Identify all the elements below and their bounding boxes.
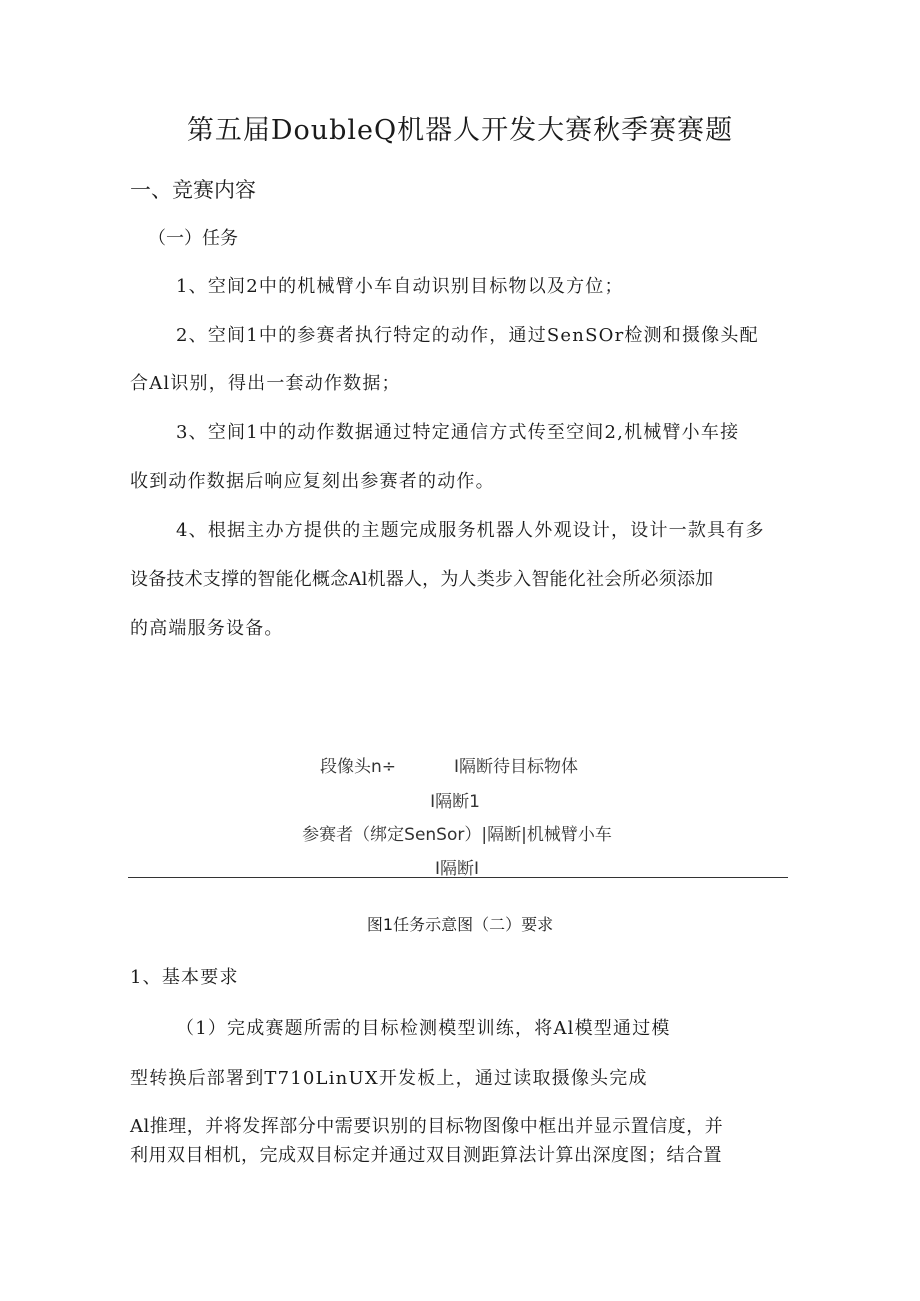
task-4-line-3: 的高端服务设备。 — [130, 618, 284, 639]
requirements-line-3: Al推理，并将发挥部分中需要识别的目标物图像中框出并显示置信度，并 — [130, 1116, 724, 1137]
subsection-heading-task: （一）任务 — [148, 228, 238, 249]
diagram-target-object-label: I隔断待目标物体 — [454, 757, 579, 777]
page-title: 第五届DoubleQ机器人开发大赛秋季赛赛题 — [186, 115, 734, 146]
diagram-camera-label: 段像头n÷ — [320, 757, 397, 777]
diagram-participant-arm-row: 参赛者（绑定SenSor）|隔断|机械臂小车 — [302, 825, 612, 845]
requirements-heading: 1、基本要求 — [130, 967, 239, 988]
task-4-line-2: 设备技术支撑的智能化概念Al机器人，为人类步入智能化社会所必须添加 — [130, 569, 714, 590]
section-heading-competition-content: 一、竞赛内容 — [130, 178, 256, 202]
requirements-line-1: （1）完成赛题所需的目标检测模型训练，将Al模型通过模 — [176, 1018, 671, 1039]
diagram-partition-1: I隔断1 — [430, 792, 480, 812]
figure-caption: 图1任务示意图（二）要求 — [366, 915, 554, 934]
task-2-line-2: 合Al识别，得出一套动作数据； — [130, 373, 401, 394]
task-4-line-1: 4、根据主办方提供的主题完成服务机器人外观设计，设计一款具有多 — [176, 520, 765, 541]
task-1-line-1: 1、空间2中的机械臂小车自动识别目标物以及方位； — [176, 276, 624, 297]
requirements-line-2: 型转换后部署到T710LinUX开发板上，通过读取摄像头完成 — [130, 1068, 648, 1089]
task-2-line-1: 2、空间1中的参赛者执行特定的动作，通过SenSOr检测和摄像头配 — [176, 325, 759, 346]
diagram-divider — [128, 877, 788, 878]
task-3-line-1: 3、空间1中的动作数据通过特定通信方式传至空间2,机械臂小车接 — [176, 422, 740, 443]
task-3-line-2: 收到动作数据后响应复刻出参赛者的动作。 — [130, 471, 495, 492]
requirements-line-4: 利用双目相机，完成双目标定并通过双目测距算法计算出深度图；结合置 — [130, 1145, 722, 1166]
diagram-partition-2: I隔断I — [434, 859, 480, 879]
